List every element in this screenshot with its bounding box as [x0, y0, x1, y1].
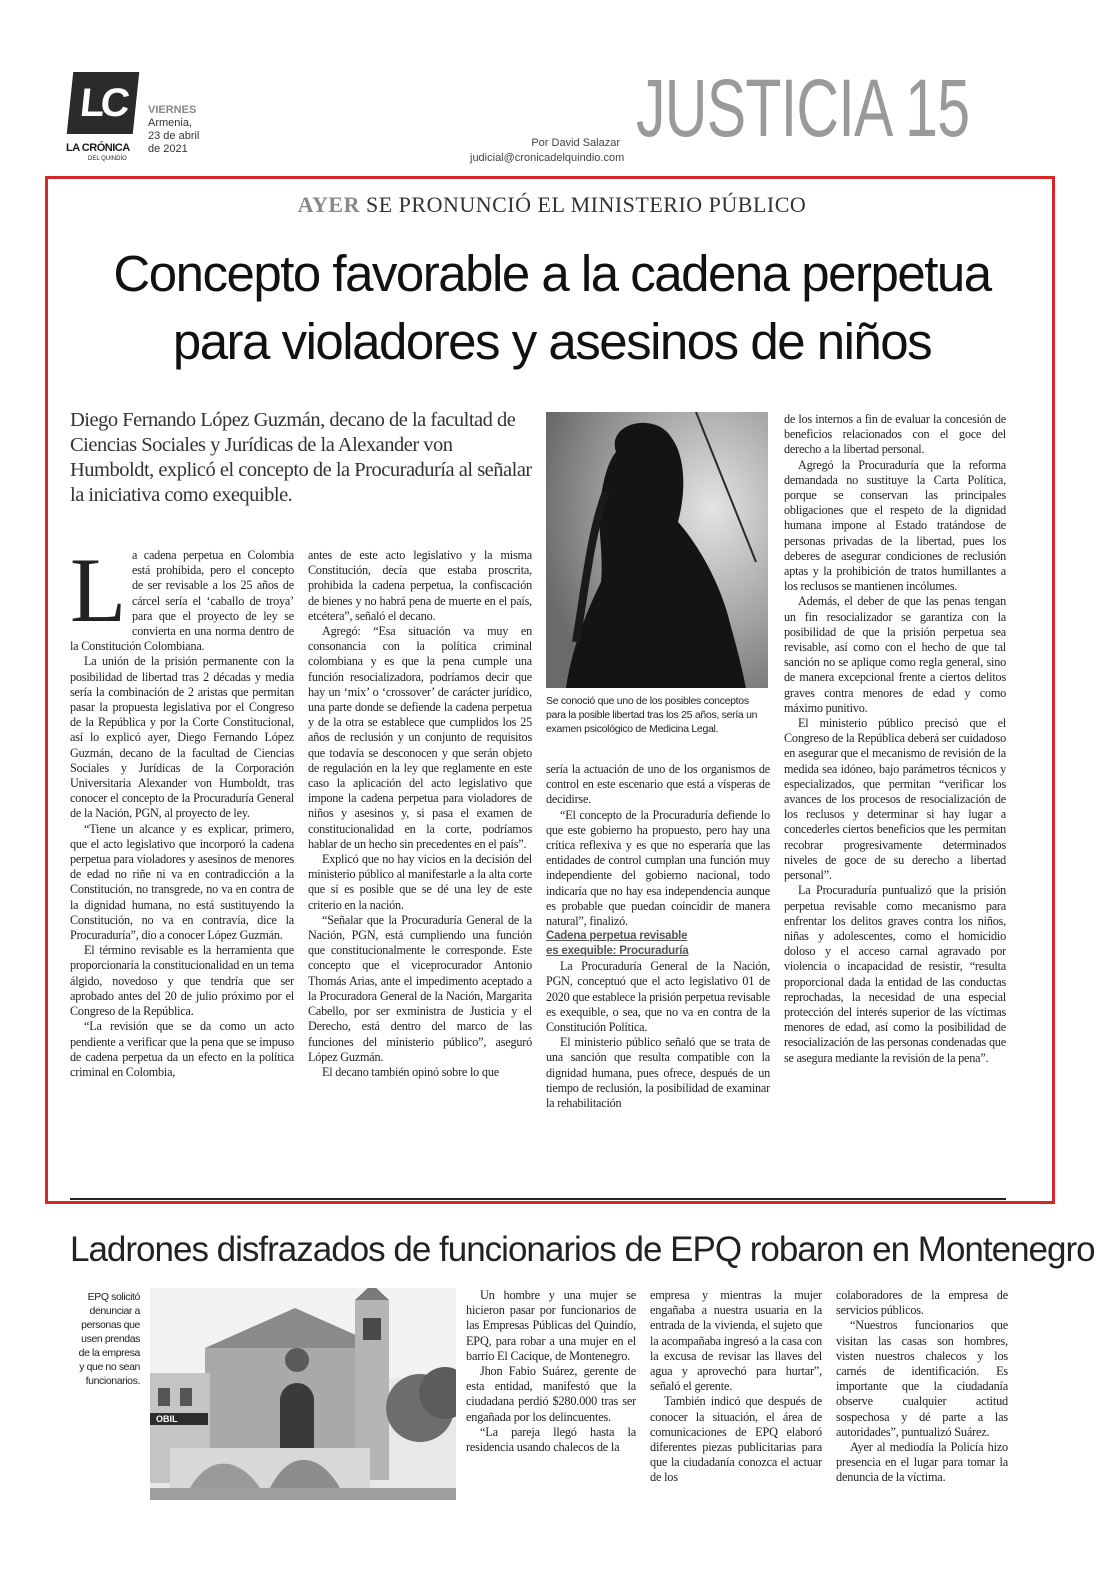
author-email: judicial@cronicadelquindio.com: [470, 152, 625, 164]
photo-caption: Se conoció que uno de los posibles conceptos para la posible libertad tras los 25 años, sería un examen psicológico de Medicina Legal.: [546, 695, 758, 735]
date-line-2: de 2021: [148, 143, 188, 155]
headline-line-1: Concepto favorable a la cadena perpetua: [113, 245, 991, 302]
paragraph: El ministerio público precisó que el Congreso de la República deberá ser cuidadoso en asegurar que el mecanismo de revisión de la medida sea idóneo, bajo parámetros técnicos y especializados, que permitan “verificar los avances de los procesos de resocialización de los reclusos y determinar si hay lugar a concederles ciertos beneficios que les permitan recobrar progresivamente determinados niveles de goce de su derecho a libertad personal”.: [784, 716, 1006, 883]
article-kicker: [0, 192, 1104, 218]
paragraph: Explicó que no hay vicios en la decisión del ministerio público al manifestarle a la alta corte que sí es posible que se dé una ley de este criterio en la nación.: [308, 852, 532, 912]
article-lead: Diego Fernando López Guzmán, decano de la facultad de Ciencias Sociales y Jurídicas de la Alexander von Humboldt, explicó el concepto de la Procuraduría al señalar la iniciativa como exequible.: [70, 409, 532, 506]
newspaper-name: LA CRÓNICA: [66, 142, 130, 154]
date-city: Armenia,: [148, 117, 193, 129]
article-column-2: [308, 548, 532, 1178]
second-photo-caption: EPQ solicitó denunciar a personas que usen prendas de la empresa y que no sean funcionarios.: [78, 1291, 140, 1387]
paragraph: La unión de la prisión permanente con la posibilidad de libertad tras 2 décadas y media sería la combinación de 2 aristas que permitan pasar la propuesta legislativa por el Congreso de la República y por la Corte Constitucional, así lo explicó ayer, Diego Fernando López Guzmán, decano de la facultad de Ciencias Sociales y Jurídicas de la Corporación Universitaria Alexander von Humboldt, tras conocer el concepto de la Procuraduría General de la Nación, PGN, al proyecto de ley.: [70, 654, 294, 821]
second-article-column-2: [650, 1288, 822, 1528]
sign-text: OBIL: [156, 1414, 178, 1424]
paragraph: El decano también opinó sobre lo que: [322, 1064, 499, 1079]
second-article-column-3: [836, 1288, 1008, 1528]
article-column-3: [546, 762, 770, 1178]
subhead-line-2: es exequible: Procuraduría: [546, 945, 689, 958]
date-line-1: 23 de abril: [148, 130, 200, 142]
kicker-text: SE PRONUNCIÓ EL MINISTERIO PÚBLICO: [360, 192, 807, 217]
paragraph: Ayer al mediodía la Policía hizo presencia en el lugar para tomar la denuncia de la víctima.: [836, 1440, 1008, 1485]
second-article-photo-church: [150, 1288, 456, 1500]
paragraph: antes de este acto legislativo y la misma Constitución, decía que estaba proscrita, prohibida la cadena perpetua, la confiscación de bienes y no habrá pena de muerte en el país, etcétera”, señaló el decano.: [308, 548, 532, 623]
paragraph: “La revisión que se da como un acto pendiente a verificar que la pena que se impuso de cadena perpetua da un efecto en la política criminal en Colombia,: [70, 1019, 294, 1079]
article-column-4: [784, 412, 1006, 1178]
paragraph: “Señalar que la Procuraduría General de la Nación, PGN, está cumpliendo una función que constitucionalmente le corresponde. Este concepto que el viceprocurador Antonio Thomás Arias, ante el impedimento aceptado a la Procuradora General de la Nación, Margarita Cabello, por ser exministra de Justicia y el Derecho, está dentro del marco de las funciones del ministerio público”, aseguró López Guzmán.: [308, 912, 532, 1064]
drop-cap: L: [70, 548, 126, 641]
newspaper-subname: DEL QUINDÍO: [88, 156, 127, 162]
paragraph: sería la actuación de uno de los organismos de control en este escenario que está a vísperas de decidirse.: [546, 762, 770, 807]
paragraph: “La pareja llegó hasta la residencia usando chalecos de la: [466, 1424, 636, 1455]
paragraph: “Nuestros funcionarios que visitan las casas son hombres, visten nuestros chalecos y los carnés de identificación. Es importante que la ciudadanía observe cualquier actitud sospechosa y dé parte a las autoridades”, puntualizó Suárez.: [836, 1318, 1008, 1439]
paragraph: de los internos a fin de evaluar la concesión de beneficios relacionados con el goce del derecho a la libertad personal.: [784, 412, 1006, 457]
paragraph: “Tiene un alcance y es explicar, primero, que el acto legislativo que incorporó la cadena perpetua para violadores y asesinos de menores de edad no riñe ni va en contradicción a la Constitución, no transgrede, no va en contra de la dignidad humana, no está sustituyendo la Constitución, no va en contravía, dice la Procuraduría”, dio a conocer López Guzmán.: [70, 821, 294, 943]
paragraph: Un hombre y una mujer se hicieron pasar por funcionarios de las Empresas Públicas del Quindío, EPQ, para robar a una mujer en el barrio El Cacique, de Montenegro.: [466, 1288, 636, 1363]
silhouette-image: [546, 412, 768, 688]
paragraph: También indicó que después de conocer la situación, el área de comunicaciones de EPQ elaboró diferentes piezas publicitarias para que la ciudadanía conozca el actuar de los: [650, 1394, 822, 1485]
kicker-bold: AYER: [297, 192, 360, 217]
paragraph: La Procuraduría puntualizó que la prisión perpetua revisable como mecanismo para enfrentar los delitos graves contra los niños, niñas y adolescentes, como el homicidio doloso y el acceso carnal agravado por violencia o incapacidad de resistir, “resulta proporcional dada la entidad de las conductas reprochadas, la necesidad de una especial protección del interés superior de las víctimas menores de edad, así como la posibilidad de resocialización de las personas condenadas que se asegura mediante la revisión de la pena”.: [784, 883, 1006, 1065]
section-title: [636, 62, 969, 156]
paragraph: Además, el deber de que las penas tengan un fin resocializador se garantiza con la posibilidad de que la prisión perpetua sea revisable, así como con el hecho de que tal sanción no se aplique como regla general, sino de manera excepcional frente a ciertos delitos graves contra menores de edad y como máximo punitivo.: [784, 594, 1006, 715]
paragraph: “El concepto de la Procuraduría defiende lo que este gobierno ha propuesto, pero hay una crítica reflexiva y es que no esperaría que las entidades de control cumplan una función muy independiente del gobierno nacional, todo indicaría que no hay esa independencia aunque es probable que puedan coincidir de manera natural”, finalizó.: [546, 807, 770, 929]
date-day: VIERNES: [148, 104, 197, 116]
paragraph: empresa y mientras la mujer engañaba a nuestra usuaria en la entrada de la vivienda, el sujeto que la acompañaba ingresó a la casa con la excusa de revisar las llaves del agua y aprovechó para hurtar”, señaló el gerente.: [650, 1288, 822, 1394]
headline-line-2: para violadores y asesinos de niños: [172, 313, 932, 370]
second-article-column-1: [466, 1288, 636, 1528]
subhead-line-1: Cadena perpetua revisable: [546, 930, 688, 943]
article-photo-silhouette: [546, 412, 768, 688]
paragraph: El ministerio público señaló que se trata de una sanción que resulta compatible con la dignidad humana, pues ofrece, después de un tiempo de reclusión, la posibilidad de examinar la rehabilitación: [546, 1035, 770, 1111]
page-number: 15: [905, 63, 970, 154]
article-headline: [60, 240, 1044, 376]
section-name: JUSTICIA: [636, 63, 890, 154]
article-divider: [70, 1198, 1006, 1200]
article-subhead: [546, 929, 770, 959]
newspaper-logo: LC: [67, 72, 140, 134]
church-image: [150, 1288, 456, 1500]
paragraph: Agregó la Procuraduría que la reforma demandada no sustituye la Carta Política, porque se conservan las principales obligaciones que el respeto de la dignidad humana impone al Estado tratándose de personas privadas de la libertad, pues los deberes de asegurar condiciones de reclusión aptas y la prohibición de tratos humillantes a los reclusos se mantienen incólumes.: [784, 457, 1006, 594]
paragraph: a cadena perpetua en Colombia está prohibida, pero el concepto de ser revisable a los 25 años de cárcel sería el ‘caballo de troya’ para que el proyecto de ley se convierta en una norma dentro de la Constitución Colombiana.: [70, 548, 294, 654]
paragraph: El término revisable es la herramienta que proporcionaría la constitucionalidad en un tema álgido, novedoso y que tendría que ser aprobado antes del 20 de julio próximo por el Congreso de la República.: [70, 943, 294, 1019]
byline: [470, 136, 625, 166]
second-article-headline: Ladrones disfrazados de funcionarios de EPQ robaron en Montenegro: [70, 1230, 1095, 1269]
author-name: Por David Salazar: [531, 137, 620, 149]
paragraph: Agregó: “Esa situación va muy en consonancia con la política criminal colombiana y es que la pena cumple una función resocializadora, podríamos decir que hay un ‘mix’ o ‘crossover’ de carácter jurídico, una parte donde se defiende la cadena perpetua y de la otra se establece que cumplidos los 25 años de reclusión y un conjunto de requisitos que todavía se desconocen y que serán objeto de regulación en la ley que reglamente en este caso la aplicación del acto legislativo que impone la cadena perpetua para violadores de niños y asesinos y, si pasa el examen de constitucionalidad en la corte, podríamos hablar de un hecho sin precedentes en el país”.: [308, 624, 532, 851]
article-column-1: [70, 548, 294, 1178]
paragraph: Jhon Fabio Suárez, gerente de esta entidad, manifestó que la ciudadana perdió $280.000 tras ser engañada por los delincuentes.: [466, 1364, 636, 1424]
paragraph: colaboradores de la empresa de servicios públicos.: [836, 1288, 1008, 1318]
issue-date: [148, 104, 199, 156]
paragraph: La Procuraduría General de la Nación, PGN, conceptuó que el acto legislativo 01 de 2020 que establece la prisión perpetua revisable es exequible, o sea, que no va en contra de la Constitución Política.: [546, 959, 770, 1035]
